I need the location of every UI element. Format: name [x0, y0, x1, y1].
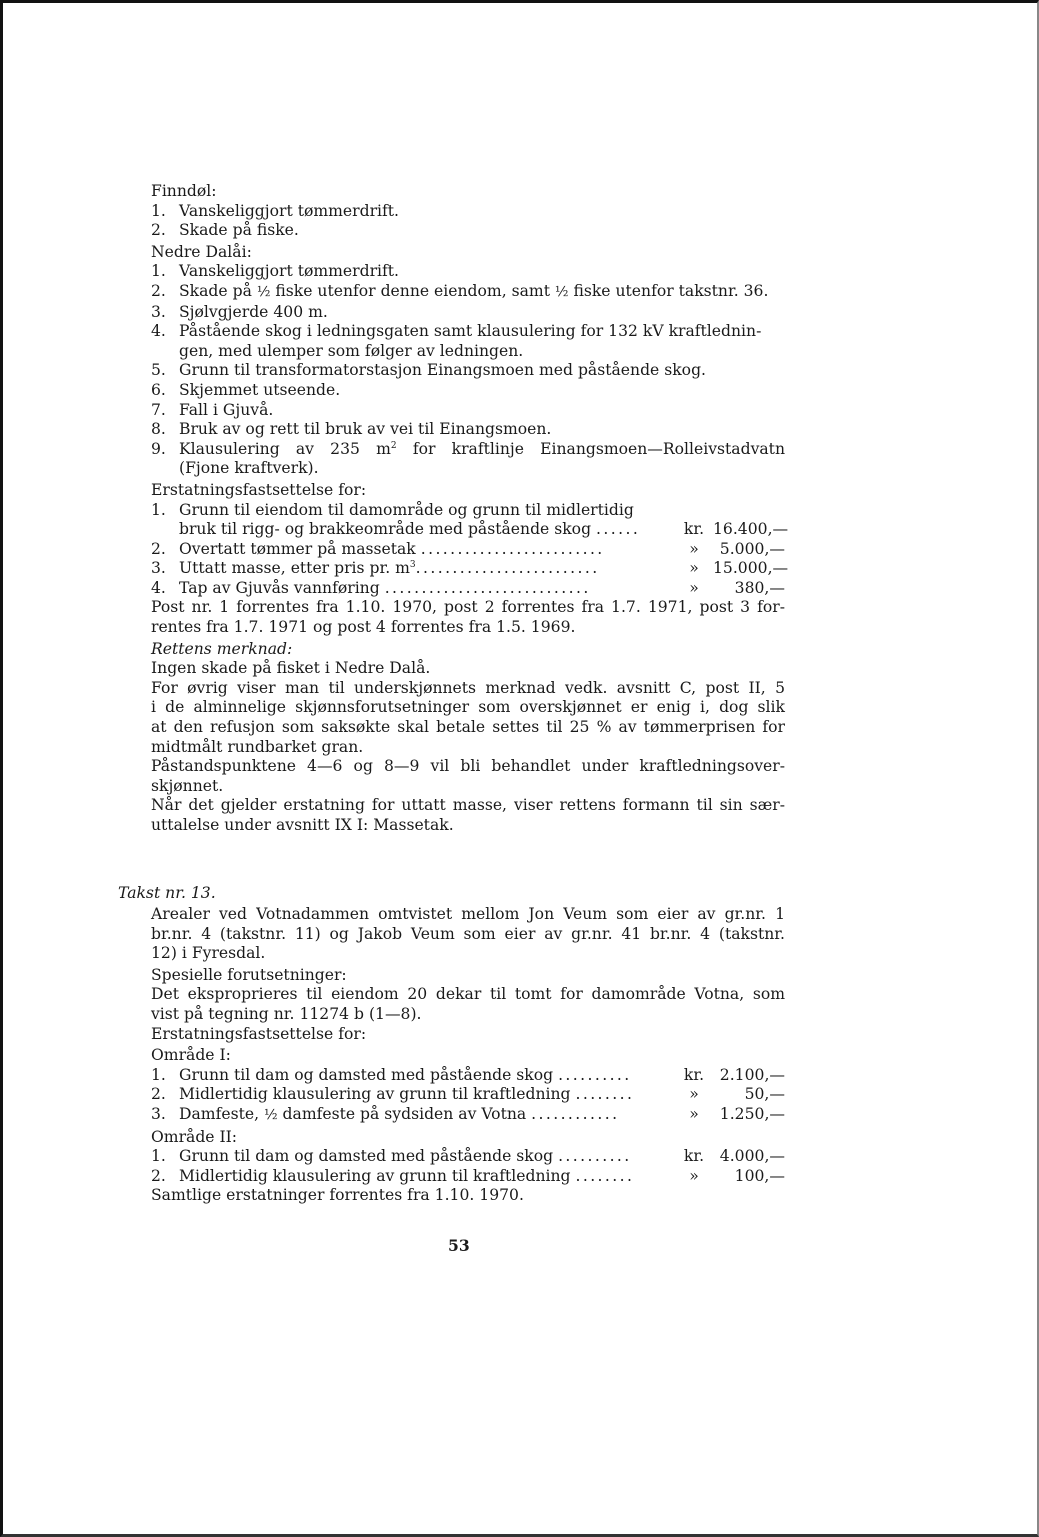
list-item: [151, 303, 785, 323]
list-item: [151, 221, 785, 241]
item-number: 6.: [151, 380, 166, 399]
amount: 2.100,—: [719, 1065, 785, 1084]
item-number: 4.: [151, 322, 166, 341]
heading-erstatning: Erstatningsfastsettelse for:: [151, 480, 367, 499]
item-text: Grunn til transformatorstasjon Einangsmoen med påstående skog.: [179, 361, 707, 380]
dot-leader: ........: [575, 1085, 635, 1104]
text-part: for kraftlinje Einangsmoen—Rolleivstadvatn: [396, 439, 785, 458]
heading-rettens-merknad: Rettens merknad:: [151, 639, 293, 658]
item-number: 1.: [151, 201, 166, 220]
amount: 5.000,—: [719, 539, 785, 558]
list-item: [151, 361, 785, 381]
item-description: [179, 1167, 675, 1187]
item-number: 2.: [151, 539, 166, 558]
desc-text: Midlertidig klausulering av grunn til kraftledning: [179, 1085, 571, 1104]
item-description: [179, 1066, 675, 1086]
list-item: [151, 262, 785, 282]
dot-leader: ..........: [558, 1147, 632, 1166]
desc-text: damfeste på sydsiden av Votna: [277, 1104, 527, 1123]
item-number: 2.: [151, 281, 166, 300]
currency: »: [689, 1104, 699, 1123]
fraction: ½: [554, 283, 569, 300]
text-part: Skade på: [179, 281, 257, 300]
heading-omrade-1: Område I:: [151, 1046, 231, 1065]
item-text: [179, 440, 785, 479]
fraction: ½: [264, 1106, 278, 1123]
item-number: 1.: [151, 1065, 166, 1084]
item-number: 2.: [151, 1085, 166, 1104]
amount: 380,—: [734, 578, 785, 597]
item-number: 3.: [151, 1104, 166, 1123]
item-text: Vanskeliggjort tømmerdrift.: [179, 262, 400, 281]
remark-line: Når det gjelder erstatning for uttatt masse, viser rettens formann til sin sær-: [151, 796, 785, 815]
currency: »: [689, 559, 699, 578]
desc-text: Overtatt tømmer på massetak: [179, 539, 416, 558]
currency: kr.: [683, 1147, 705, 1166]
currency: kr.: [683, 520, 705, 539]
text-line: Påstående skog i ledningsgaten samt klausulering for 132 kV kraftlednin-: [179, 322, 762, 341]
remark-line: midtmålt rundbarket gran.: [151, 737, 364, 756]
compensation-item: [151, 579, 785, 599]
amount-row: [179, 1167, 785, 1187]
compensation-item: [151, 559, 789, 579]
item-number: 3.: [151, 302, 166, 321]
heading-nedre-dalai: Nedre Dalåi:: [151, 242, 252, 261]
item-number: 5.: [151, 361, 166, 380]
list-item: [151, 440, 785, 479]
currency: kr.: [683, 1065, 705, 1084]
item-text: [179, 322, 785, 361]
page-number: 53: [448, 1236, 470, 1255]
item-text: Bruk av og rett til bruk av vei til Einangsmoen.: [179, 420, 552, 439]
remark-line: skjønnet.: [151, 776, 224, 795]
item-text: [179, 282, 785, 303]
remark-line: uttalelse under avsnitt IX I: Massetak.: [151, 816, 454, 834]
text-line: [179, 440, 785, 460]
dot-leader: .........................: [415, 559, 600, 578]
desc-text: Grunn til dam og damsted med påstående skog: [179, 1065, 554, 1084]
amount-row: [179, 1105, 785, 1126]
currency: »: [689, 1085, 699, 1104]
item-number: 3.: [151, 559, 166, 578]
section-takst-12-continued: [151, 182, 789, 836]
interest-note: Post nr. 1 forrentes fra 1.10. 1970, post 2 forrentes fra 1.7. 1971, post 3 for-: [151, 598, 785, 617]
heading-finndol: Finndøl:: [151, 182, 217, 200]
amount: 100,—: [734, 1166, 785, 1185]
list-item: [151, 401, 785, 421]
amount-row: [179, 540, 785, 560]
desc-text: Grunn til dam og damsted med påstående skog: [179, 1147, 554, 1166]
item-number: 1.: [151, 1147, 166, 1166]
amount-row: [179, 1085, 785, 1105]
desc-text: bruk til rigg- og brakkeområde med påstående skog: [179, 520, 592, 539]
interest-note: rentes fra 1.7. 1971 og post 4 forrentes fra 1.5. 1969.: [151, 618, 576, 637]
desc-text: Tap av Gjuvås vannføring: [179, 578, 380, 597]
remark-line: Påstandspunktene 4—6 og 8—9 vil bli behandlet under kraftledningsover-: [151, 757, 785, 776]
amount: 16.400,—: [713, 520, 789, 539]
dot-leader: ..........: [558, 1065, 632, 1084]
item-number: 2.: [151, 221, 166, 240]
text-part: fiske utenfor takstnr. 36.: [568, 281, 769, 300]
text-line: Grunn til eiendom til damområde og grunn til midlertidig: [179, 500, 634, 519]
superscript: 2: [390, 440, 397, 451]
heading-takst-13: Takst nr. 13.: [118, 884, 216, 902]
item-description: [179, 1147, 675, 1167]
list-item: [151, 322, 785, 361]
item-number: 7.: [151, 400, 166, 419]
text-line: gen, med ulemper som følger av ledningen.: [179, 341, 524, 360]
conditions-line: Det eksproprieres til eiendom 20 dekar til tomt for damområde Votna, som: [151, 985, 785, 1004]
item-description: [179, 520, 675, 540]
compensation-item: [151, 500, 789, 540]
remark-line: For øvrig viser man til underskjønnets merknad vedk. avsnitt C, post II, 5: [151, 678, 785, 697]
fraction: ½: [256, 283, 271, 300]
item-text: Fall i Gjuvå.: [179, 400, 274, 419]
compensation-item: [151, 1147, 785, 1167]
heading-erstatning: Erstatningsfastsettelse for:: [151, 1024, 367, 1043]
item-number: 4.: [151, 578, 166, 597]
compensation-item: [151, 1066, 785, 1086]
dot-leader: ........: [575, 1166, 635, 1185]
item-number: 9.: [151, 439, 166, 458]
item-text: Skjemmet utseende.: [179, 380, 341, 399]
amount: 4.000,—: [719, 1147, 785, 1166]
item-description: [179, 559, 675, 579]
item-text: Vanskeliggjort tømmerdrift.: [179, 201, 400, 220]
desc-text: Uttatt masse, etter pris pr. m: [179, 559, 410, 578]
amount-row: [179, 1066, 785, 1086]
conditions-line: vist på tegning nr. 11274 b (1—8).: [151, 1004, 422, 1023]
closing-note: Samtlige erstatninger forrentes fra 1.10. 1970.: [151, 1186, 524, 1205]
item-description: [179, 579, 675, 599]
dot-leader: ............................: [384, 578, 591, 597]
compensation-item: [151, 540, 785, 560]
item-description: [179, 1085, 675, 1105]
currency: »: [689, 1166, 699, 1185]
text-line: (Fjone kraftverk).: [179, 459, 319, 478]
item-number: 8.: [151, 420, 166, 439]
amount: 15.000,—: [713, 559, 789, 578]
list-item: [151, 202, 785, 222]
desc-text: Damfeste,: [179, 1104, 264, 1123]
amount: 1.250,—: [719, 1104, 785, 1123]
currency: »: [689, 578, 699, 597]
intro-line: Arealer ved Votnadammen omtvistet mellom Jon Veum som eier av gr.nr. 1: [151, 905, 785, 923]
item-number: 1.: [151, 262, 166, 281]
amount-row: [179, 1147, 785, 1167]
list-item: [151, 381, 785, 401]
item-text: [179, 500, 789, 540]
section-takst-13: [151, 905, 785, 1206]
list-item: [151, 282, 785, 303]
text-part: Klausulering av 235 m: [179, 439, 391, 458]
amount: 50,—: [744, 1085, 785, 1104]
dot-leader: ............: [531, 1104, 620, 1123]
amount-row: [179, 559, 789, 579]
dot-leader: .........................: [420, 539, 605, 558]
remark-line: i de alminnelige skjønnsforutsetninger som overskjønnet er enig i, dog slik: [151, 698, 785, 717]
item-number: 1.: [151, 500, 166, 519]
currency: »: [689, 539, 699, 558]
intro-line: br.nr. 4 (takstnr. 11) og Jakob Veum som eier av gr.nr. 41 br.nr. 4 (takstnr.: [151, 924, 785, 943]
item-text: Skade på fiske.: [179, 221, 299, 240]
item-description: [179, 540, 675, 560]
desc-text: Midlertidig klausulering av grunn til kraftledning: [179, 1166, 571, 1185]
intro-line: 12) i Fyresdal.: [151, 944, 266, 963]
item-description: [179, 1105, 675, 1126]
amount-row: [179, 520, 789, 540]
heading-omrade-2: Område II:: [151, 1127, 238, 1146]
remark-line: at den refusjon som saksøkte skal betale settes til 25 % av tømmerprisen for: [151, 718, 785, 737]
heading-spesielle: Spesielle forutsetninger:: [151, 965, 347, 984]
compensation-item: [151, 1167, 785, 1187]
item-number: 2.: [151, 1166, 166, 1185]
compensation-item: [151, 1085, 785, 1105]
item-text: Sjølvgjerde 400 m.: [179, 302, 328, 321]
text-part: fiske utenfor denne eiendom, samt: [270, 281, 555, 300]
remark-line: Ingen skade på fisket i Nedre Dalå.: [151, 659, 431, 678]
amount-row: [179, 579, 785, 599]
compensation-item: [151, 1105, 785, 1126]
superscript: 3: [409, 560, 416, 571]
list-item: [151, 420, 785, 440]
dot-leader: ......: [596, 520, 641, 539]
